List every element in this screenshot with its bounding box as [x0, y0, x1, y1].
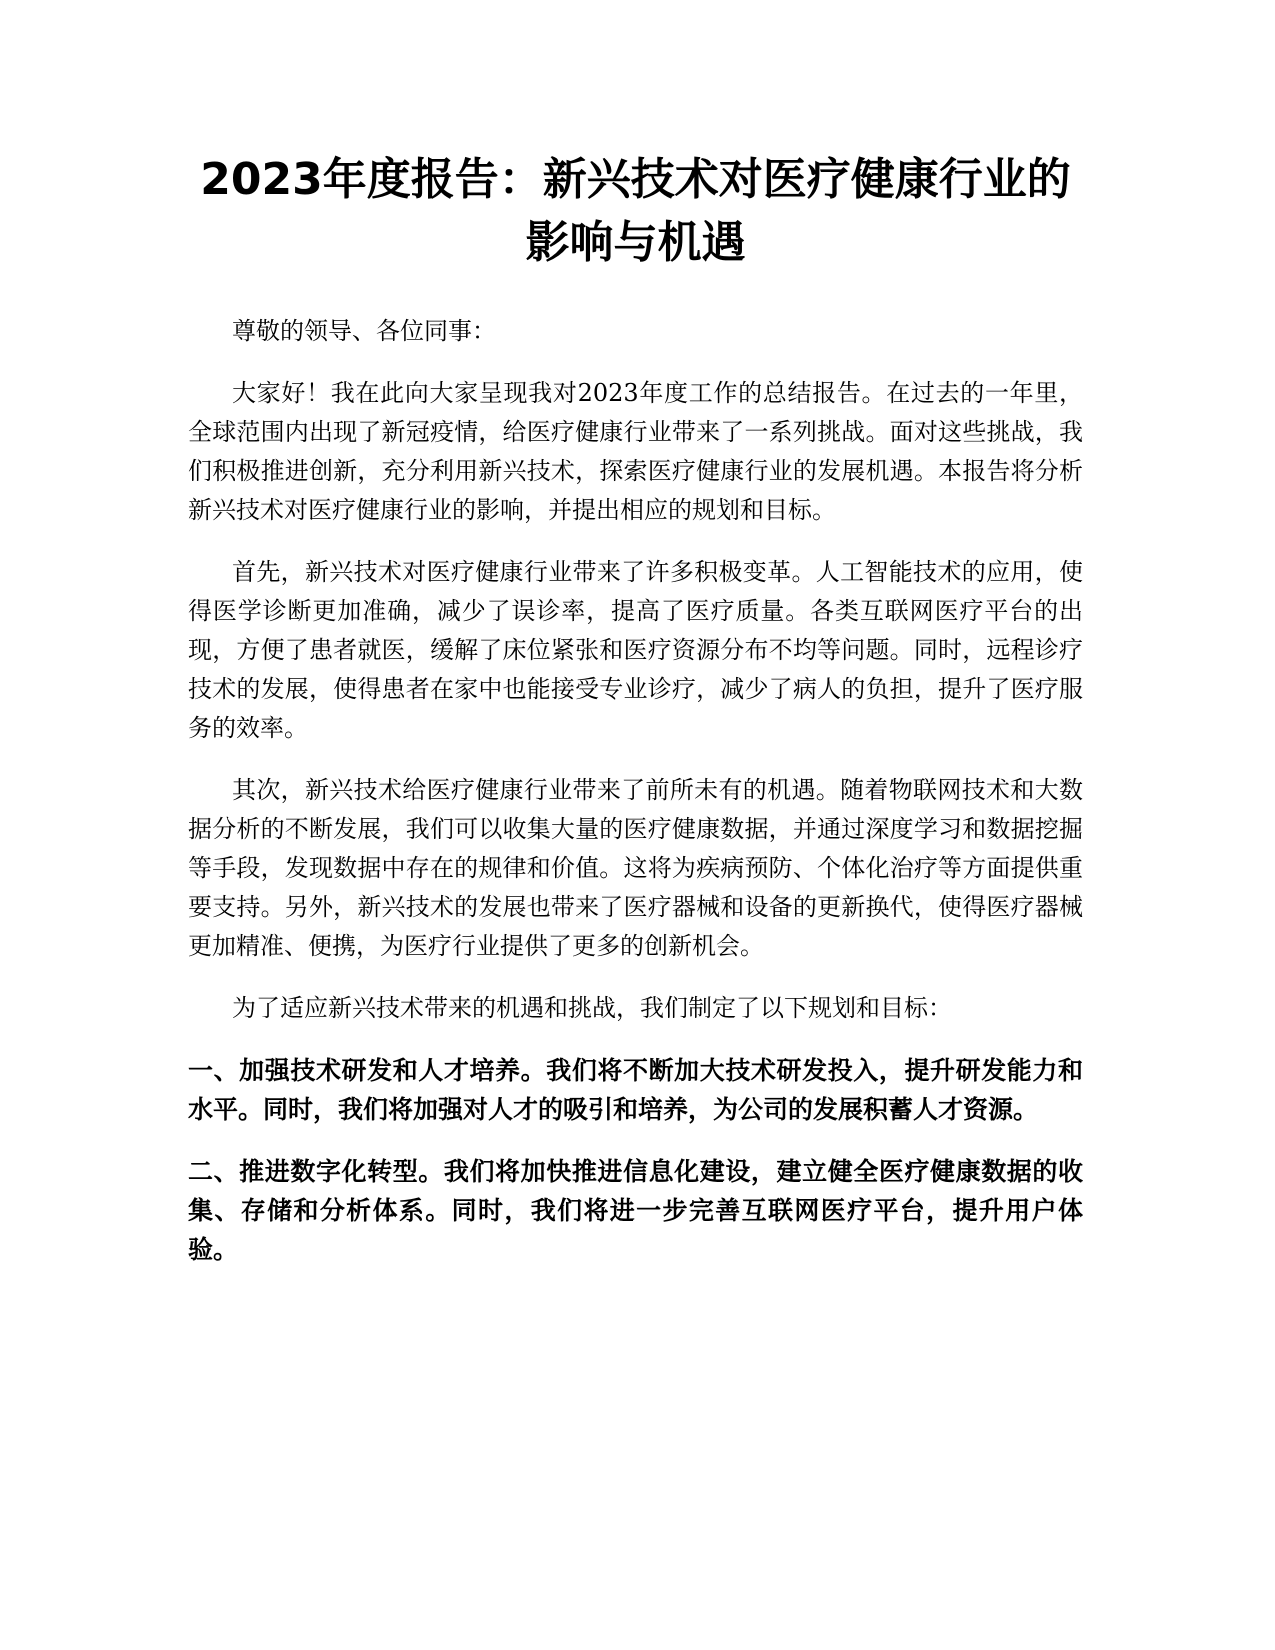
- document-page: [188, 148, 1083, 1292]
- plan-item-1: 一、加强技术研发和人才培养。我们将不断加大技术研发投入，提升研发能力和水平。同时，我们将加强对人才的吸引和培养，为公司的发展积蓄人才资源。: [188, 1056, 1083, 1124]
- document-body: [188, 312, 1083, 1269]
- opportunity-paragraph: 其次，新兴技术给医疗健康行业带来了前所未有的机遇。随着物联网技术和大数据分析的不断发展，我们可以收集大量的医疗健康数据，并通过深度学习和数据挖掘等手段，发现数据中存在的规律和价值。这将为疾病预防、个体化治疗等方面提供重要支持。另外，新兴技术的发展也带来了医疗器械和设备的更新换代，使得医疗器械更加精准、便携，为医疗行业提供了更多的创新机会。: [188, 776, 1083, 960]
- plan-intro-paragraph: 为了适应新兴技术带来的机遇和挑战，我们制定了以下规划和目标：: [232, 994, 952, 1022]
- salutation-paragraph: 尊敬的领导、各位同事：: [232, 317, 496, 345]
- document-title: 2023年度报告：新兴技术对医疗健康行业的影响与机遇: [200, 154, 1071, 268]
- impact-paragraph: 首先，新兴技术对医疗健康行业带来了许多积极变革。人工智能技术的应用，使得医学诊断更加准确，减少了误诊率，提高了医疗质量。各类互联网医疗平台的出现，方便了患者就医，缓解了床位紧张和医疗资源分布不均等问题。同时，远程诊疗技术的发展，使得患者在家中也能接受专业诊疗，减少了病人的负担，提升了医疗服务的效率。: [188, 558, 1083, 742]
- plan-item-2: 二、推进数字化转型。我们将加快推进信息化建设，建立健全医疗健康数据的收集、存储和分析体系。同时，我们将进一步完善互联网医疗平台，提升用户体验。: [188, 1157, 1083, 1264]
- intro-paragraph: 大家好！我在此向大家呈现我对2023年度工作的总结报告。在过去的一年里，全球范围内出现了新冠疫情，给医疗健康行业带来了一系列挑战。面对这些挑战，我们积极推进创新，充分利用新兴技术，探索医疗健康行业的发展机遇。本报告将分析新兴技术对医疗健康行业的影响，并提出相应的规划和目标。: [188, 379, 1083, 524]
